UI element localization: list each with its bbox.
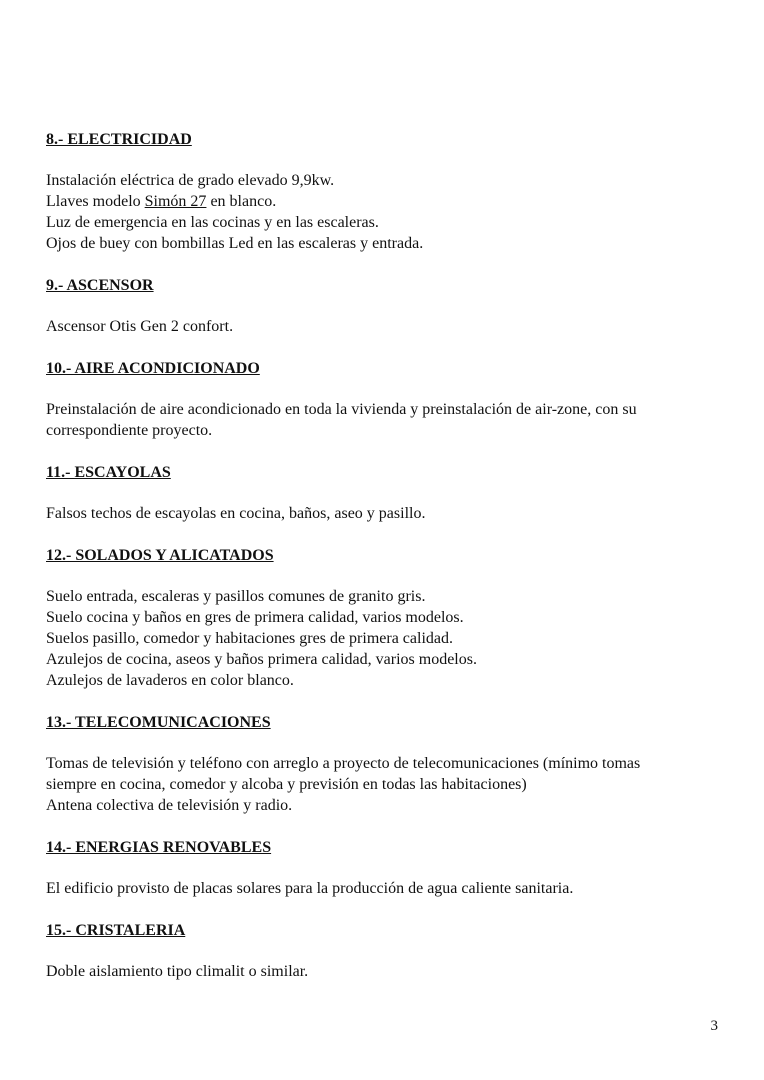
section-energias-renovables (46, 837, 726, 899)
body-line: Azulejos de cocina, aseos y baños primera calidad, varios modelos. (46, 651, 477, 668)
section-heading: 13.- TELECOMUNICACIONES (46, 714, 271, 731)
section-body (46, 316, 726, 337)
body-line: Preinstalación de aire acondicionado en toda la vivienda y preinstalación de air-zone, con su (46, 401, 637, 418)
section-escayolas (46, 462, 726, 524)
underlined-model-name: Simón 27 (144, 193, 207, 210)
body-line: Antena colectiva de televisión y radio. (46, 797, 293, 814)
text-fragment: Llaves modelo (46, 193, 145, 210)
text-fragment: en blanco. (206, 193, 277, 210)
body-line: Azulejos de lavaderos en color blanco. (46, 672, 294, 689)
section-heading: 11.- ESCAYOLAS (46, 464, 171, 481)
section-heading: 15.- CRISTALERIA (46, 922, 186, 939)
body-line: Luz de emergencia en las cocinas y en las escaleras. (46, 214, 379, 231)
body-line: Instalación eléctrica de grado elevado 9,9kw. (46, 172, 335, 189)
section-solados-alicatados (46, 545, 726, 691)
section-body (46, 961, 726, 982)
section-heading: 10.- AIRE ACONDICIONADO (46, 360, 260, 377)
document-content (46, 129, 726, 1003)
body-line: siempre en cocina, comedor y alcoba y previsión en todas las habitaciones) (46, 776, 527, 793)
section-body (46, 399, 726, 441)
section-body (46, 878, 726, 899)
body-line: Suelos pasillo, comedor y habitaciones gres de primera calidad. (46, 630, 453, 647)
section-heading: 8.- ELECTRICIDAD (46, 131, 192, 148)
body-line: Tomas de televisión y teléfono con arreglo a proyecto de telecomunicaciones (mínimo tomas (46, 755, 641, 772)
section-cristaleria (46, 920, 726, 982)
page-number: 3 (710, 1018, 718, 1034)
body-line: Doble aislamiento tipo climalit o similar. (46, 963, 309, 980)
section-body (46, 586, 726, 691)
body-line: correspondiente proyecto. (46, 422, 213, 439)
body-line: Ojos de buey con bombillas Led en las escaleras y entrada. (46, 235, 424, 252)
section-body (46, 170, 726, 254)
section-aire-acondicionado (46, 358, 726, 441)
body-line-with-model (46, 191, 726, 212)
section-ascensor (46, 275, 726, 337)
body-line: Falsos techos de escayolas en cocina, baños, aseo y pasillo. (46, 505, 426, 522)
section-heading: 12.- SOLADOS Y ALICATADOS (46, 547, 274, 564)
body-line: Suelo entrada, escaleras y pasillos comunes de granito gris. (46, 588, 426, 605)
body-line: El edificio provisto de placas solares para la producción de agua caliente sanitaria. (46, 880, 574, 897)
body-line: Suelo cocina y baños en gres de primera calidad, varios modelos. (46, 609, 464, 626)
section-electricidad (46, 129, 726, 254)
section-telecomunicaciones (46, 712, 726, 816)
section-heading: 9.- ASCENSOR (46, 277, 154, 294)
body-line: Ascensor Otis Gen 2 confort. (46, 318, 234, 335)
section-body (46, 503, 726, 524)
section-heading: 14.- ENERGIAS RENOVABLES (46, 839, 272, 856)
section-body (46, 753, 726, 816)
